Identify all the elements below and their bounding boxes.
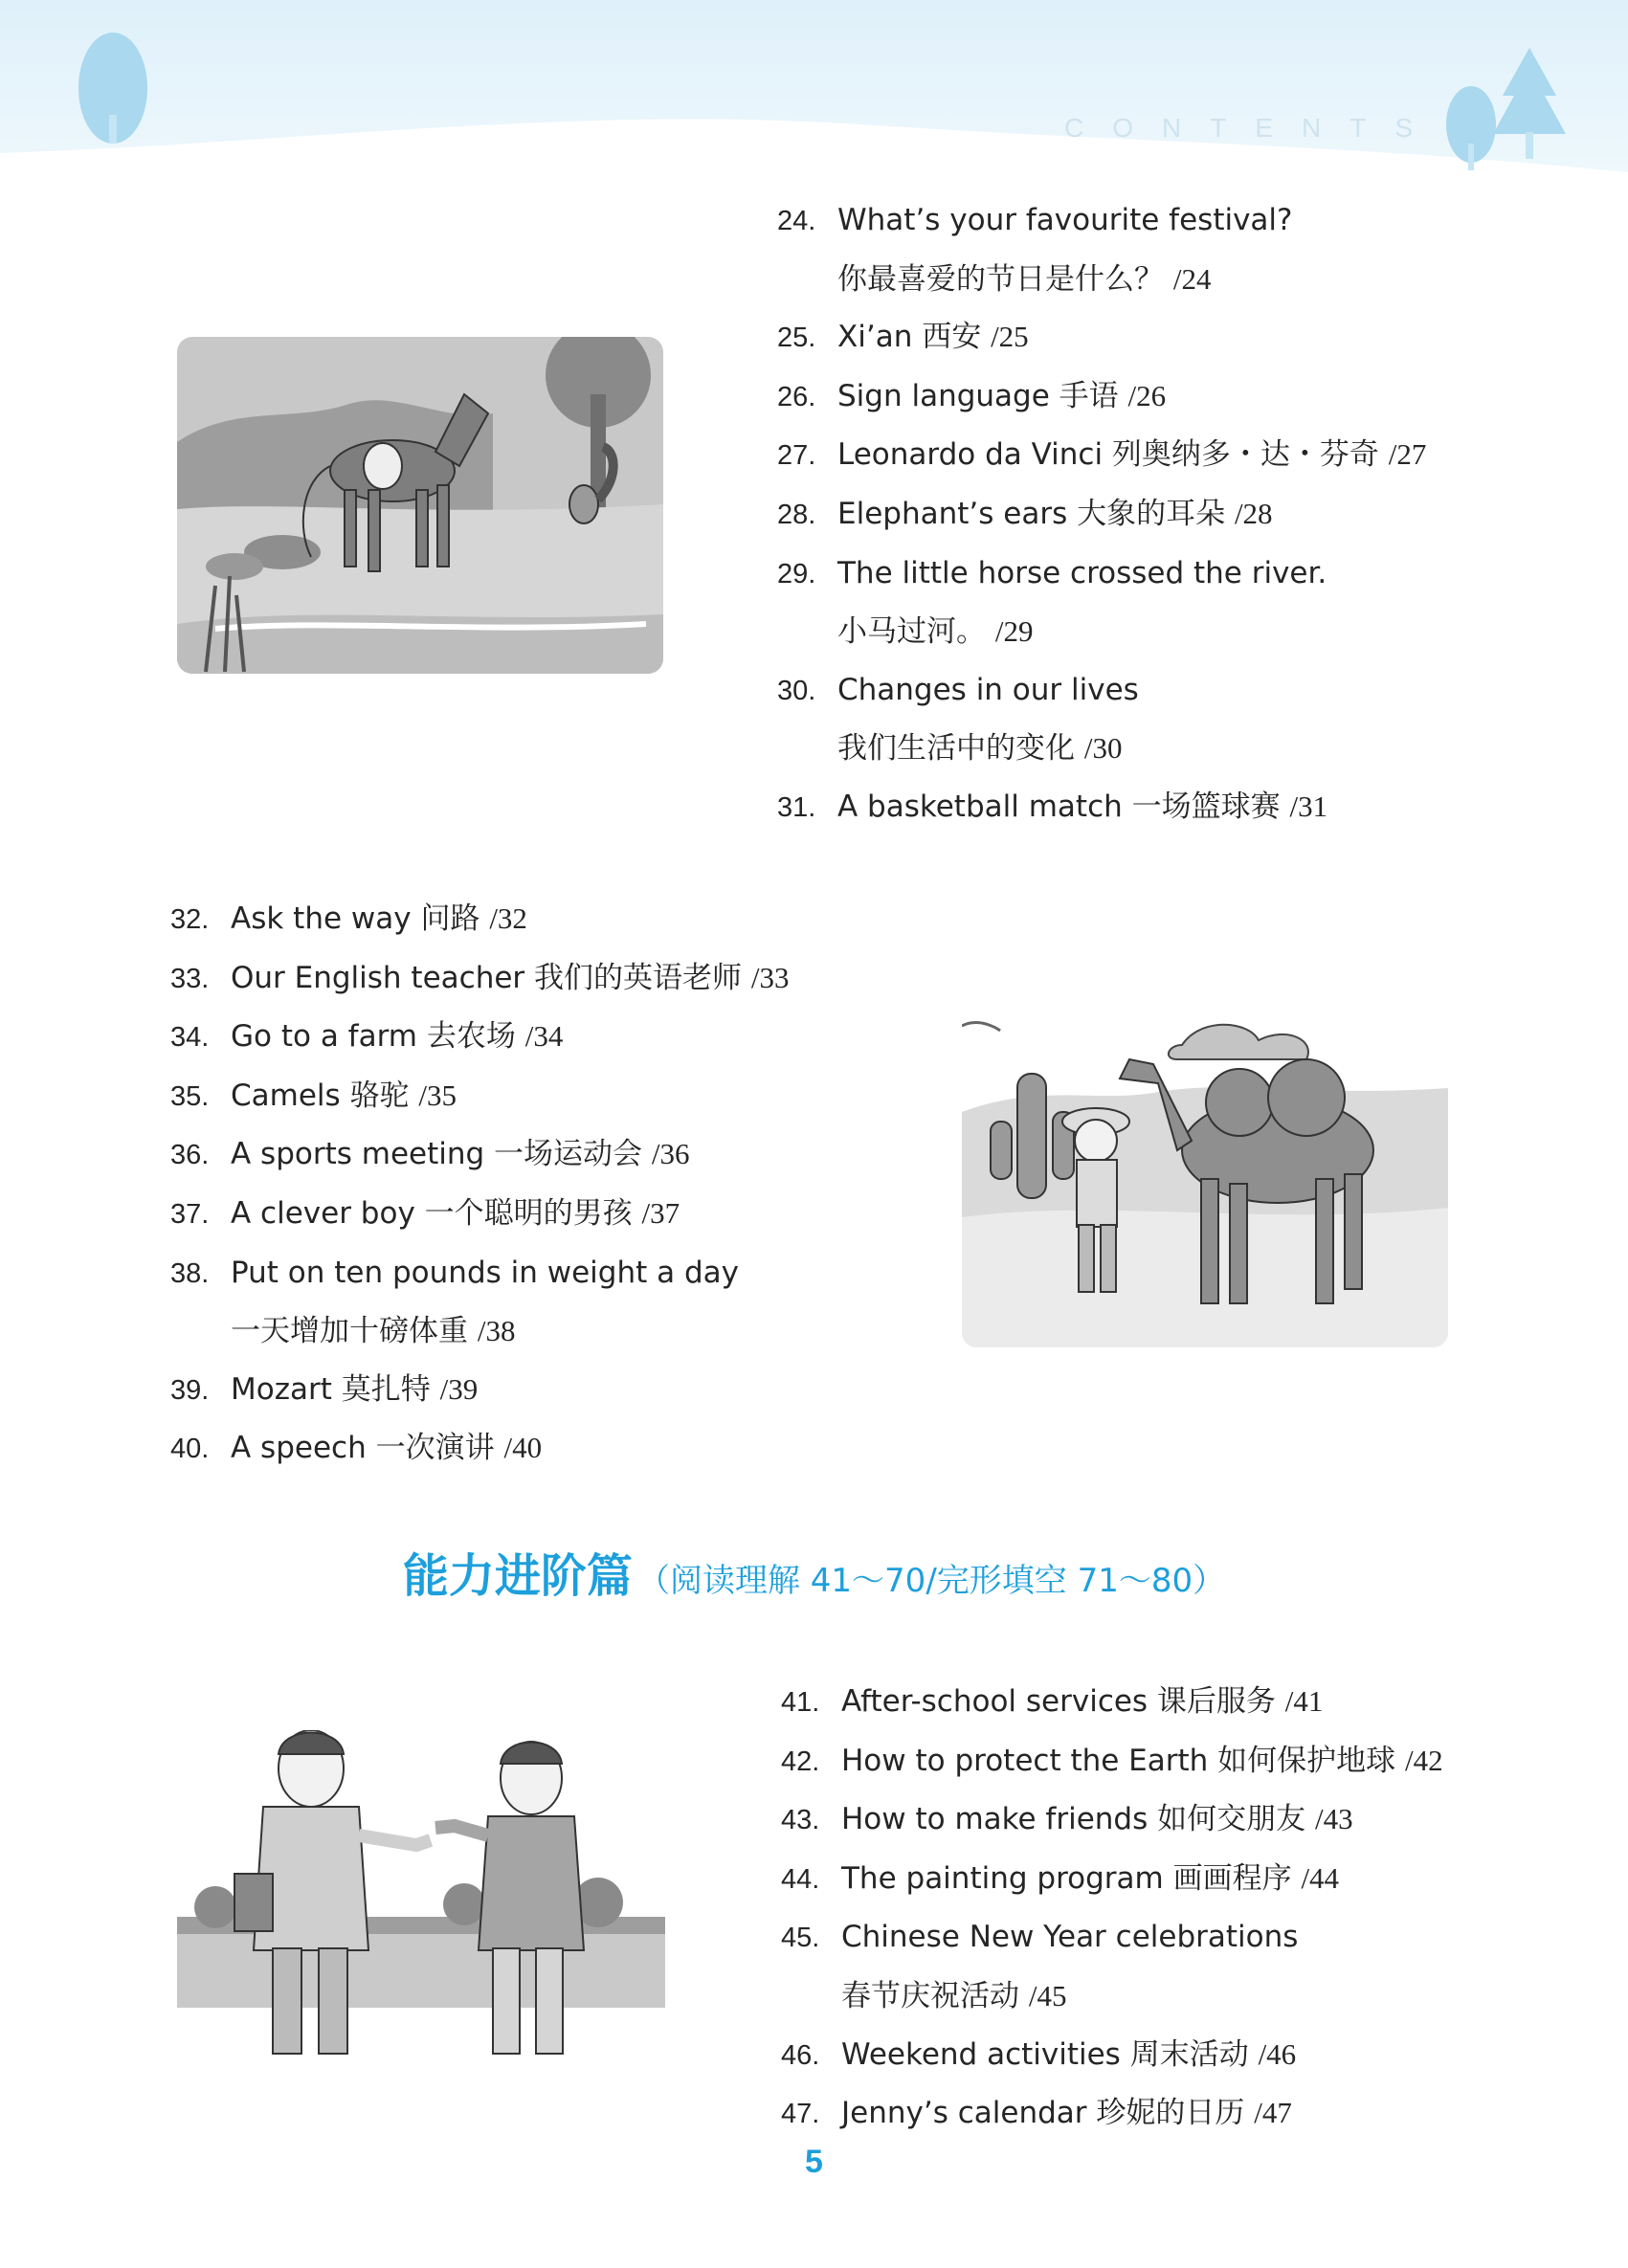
toc-entry (170, 1185, 790, 1244)
toc-entry-page: /39 (439, 1371, 479, 1406)
toc-entry (170, 1008, 790, 1067)
toc-entry-title: Weekend activities 周末活动 (841, 2036, 1249, 2072)
toc-entry-number: 31. (777, 791, 816, 823)
toc-entry-title: A speech 一次演讲 (231, 1431, 495, 1466)
toc-entry-number: 38. (170, 1257, 210, 1289)
tree-icon-left (78, 33, 147, 144)
toc-entry-title: Sign language 手语 (837, 378, 1119, 413)
toc-entry-page: /46 (1258, 2036, 1297, 2071)
toc-entry (170, 1419, 790, 1479)
toc-entry-page: /41 (1284, 1684, 1324, 1718)
toc-entry-number: 30. (777, 675, 816, 706)
toc-entry-page: /29 (994, 614, 1034, 649)
toc-entry-page: /26 (1127, 378, 1167, 412)
toc-entry-page: /37 (641, 1195, 680, 1230)
toc-entry-title: Mozart 莫扎特 (231, 1371, 431, 1407)
section-heading (0, 1539, 1628, 1605)
toc-entry-number: 25. (777, 322, 816, 354)
toc-entry-number: 45. (781, 1923, 820, 1954)
toc-entry-title: Camels 骆驼 (231, 1078, 410, 1113)
toc-entry (777, 426, 1426, 485)
toc-entry-page: /33 (750, 960, 790, 994)
toc-entry-page: /45 (1028, 1978, 1067, 2012)
toc-entry-title-chinese: 一天增加十磅体重 (231, 1314, 468, 1349)
toc-entry-number: 35. (170, 1080, 210, 1112)
toc-entry-page: /35 (418, 1078, 457, 1112)
toc-entry (170, 1067, 790, 1126)
section-title: 能力进阶篇 (402, 1549, 633, 1603)
toc-entry (781, 2084, 1443, 2144)
toc-list-middle (170, 890, 790, 1479)
toc-entry-number: 37. (170, 1198, 210, 1230)
toc-entry (777, 485, 1426, 545)
toc-entry-page: /27 (1388, 437, 1427, 472)
toc-entry-number: 43. (781, 1805, 820, 1836)
toc-entry-number: 29. (777, 558, 816, 589)
toc-entry (781, 1790, 1443, 1850)
toc-entry-title-chinese: 春节庆祝活动 (841, 1978, 1019, 2013)
toc-entry-number: 36. (170, 1140, 210, 1171)
toc-entry-title: Our English teacher 我们的英语老师 (231, 960, 743, 995)
toc-entry (777, 308, 1426, 367)
toc-entry-page: /40 (503, 1431, 543, 1465)
toc-entry-title: Ask the way 问路 (231, 901, 480, 936)
toc-entry (777, 191, 1426, 308)
toc-entry-number: 28. (777, 499, 816, 530)
toc-entry-number: 44. (781, 1863, 820, 1895)
toc-entry-page: /25 (991, 320, 1029, 354)
toc-entry (781, 1908, 1443, 2025)
toc-entry-number: 46. (781, 2039, 820, 2071)
toc-entry-page: /38 (477, 1314, 516, 1348)
toc-entry-page: /31 (1289, 789, 1328, 823)
toc-entry-number: 40. (170, 1434, 210, 1465)
page-number: 5 (805, 2144, 823, 2180)
toc-entry-page: /24 (1172, 261, 1212, 296)
toc-entry-number: 26. (777, 381, 816, 412)
toc-entry-number: 34. (170, 1022, 210, 1054)
toc-entry-page: /32 (489, 901, 527, 935)
toc-entry-number: 41. (781, 1687, 820, 1718)
toc-entry-number: 33. (170, 963, 210, 994)
toc-entry (777, 778, 1426, 837)
toc-entry-title: Elephant’s ears 大象的耳朵 (837, 496, 1226, 531)
toc-entry-title: A sports meeting 一场运动会 (231, 1137, 643, 1172)
toc-entry-page: /28 (1234, 496, 1273, 530)
toc-entry (777, 545, 1426, 661)
toc-entry (777, 367, 1426, 427)
toc-entry-title: How to protect the Earth 如何保护地球 (841, 1743, 1396, 1778)
toc-entry-title: Changes in our lives (837, 672, 1139, 707)
toc-entry (781, 1850, 1443, 1909)
toc-entry (170, 1125, 790, 1185)
toc-entry-number: 39. (170, 1374, 210, 1406)
horse-crossing-river-illustration (177, 337, 663, 674)
toc-list-top (777, 191, 1426, 837)
toc-entry-title: The painting program 画画程序 (841, 1860, 1292, 1896)
toc-list-bottom (781, 1673, 1443, 2144)
toc-entry-page: /36 (651, 1137, 690, 1171)
toc-entry-title: After-school services 课后服务 (841, 1684, 1276, 1719)
toc-entry (170, 949, 790, 1009)
toc-entry-page: /30 (1083, 731, 1123, 766)
toc-entry-title: Go to a farm 去农场 (231, 1019, 516, 1055)
toc-entry-title-chinese: 我们生活中的变化 (837, 731, 1075, 767)
toc-entry (781, 1732, 1443, 1791)
toc-entry-number: 42. (781, 1745, 820, 1777)
toc-entry-page: /42 (1405, 1743, 1443, 1777)
toc-entry-title-chinese: 你最喜爱的节日是什么？ (837, 261, 1164, 297)
toc-entry (781, 1673, 1443, 1732)
toc-entry (170, 1244, 790, 1361)
toc-entry-title: How to make friends 如何交朋友 (841, 1802, 1306, 1837)
toc-entry-number: 24. (777, 206, 816, 236)
toc-entry-page: /44 (1301, 1860, 1340, 1895)
toc-entry-page: /43 (1314, 1802, 1353, 1836)
toc-entry (170, 1361, 790, 1420)
toc-entry-title: Leonardo da Vinci 列奥纳多・达・芬奇 (837, 437, 1379, 473)
toc-entry-number: 32. (170, 904, 210, 935)
toc-entry-page: /47 (1254, 2096, 1292, 2130)
toc-entry-title: Xi’an 西安 (837, 320, 982, 355)
toc-entry-number: 27. (777, 440, 816, 472)
toc-entry (777, 661, 1426, 778)
toc-entry-title: Chinese New Year celebrations (841, 1920, 1299, 1955)
toc-entry-page: /34 (524, 1019, 564, 1054)
toc-entry-title-chinese: 小马过河。 (837, 614, 986, 650)
toc-entry-title: A clever boy 一个聪明的男孩 (231, 1195, 633, 1231)
toc-entry-title: Put on ten pounds in weight a day (231, 1255, 739, 1290)
toc-entry (781, 2026, 1443, 2085)
toc-entry-title: What’s your favourite festival? (837, 203, 1293, 237)
boy-and-camel-illustration (962, 1007, 1448, 1347)
toc-entry (170, 890, 790, 949)
toc-entry-title: A basketball match 一场篮球赛 (837, 789, 1281, 824)
header-band (0, 0, 1628, 191)
section-subtitle: （阅读理解 41～70/完形填空 71～80） (636, 1562, 1226, 1600)
two-men-talking-illustration (177, 1730, 665, 2071)
contents-header-label: CONTENTS (1064, 113, 1441, 143)
toc-entry-title: Jenny’s calendar 珍妮的日历 (841, 2096, 1245, 2131)
toc-entry-title: The little horse crossed the river. (837, 555, 1327, 590)
toc-entry-number: 47. (781, 2099, 820, 2130)
